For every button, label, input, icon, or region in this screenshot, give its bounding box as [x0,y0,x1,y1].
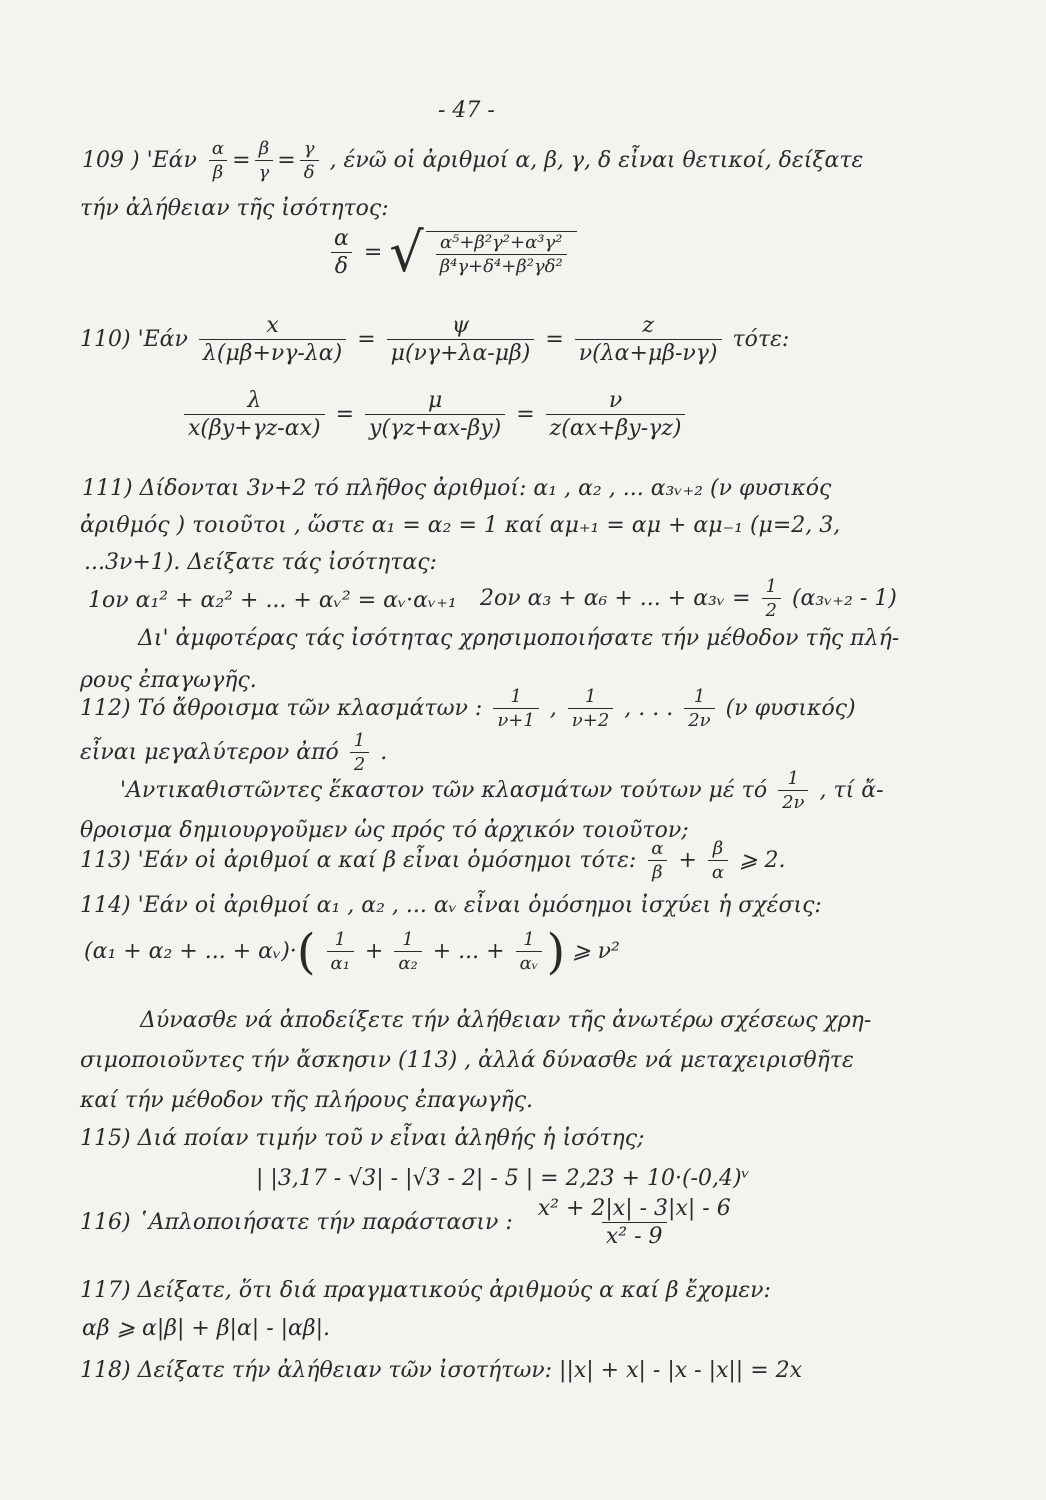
problem-113: 113) 'Εάν οἱ ἀριθμοί α καί β εἶναι ὁμόσημοι τότε: $\frac{\alpha}{\beta}$ + $\frac{\beta}{\alpha}$ ⩾ 2. [80,838,786,883]
fraction: $\frac{\beta}{\gamma}$ [255,140,274,182]
paren-open: ( [296,924,316,980]
problem-115-equation: | |3,17 - √3| - |√3 - 2| - 5 | = 2,23 + 10·(-0,4)ᵛ [256,1166,750,1191]
problem-112-text: 112) Τό ἄθροισμα τῶν κλασμάτων : [80,696,483,721]
problem-111-line-1: 111) Δίδονται 3ν+2 τό πλῆθος ἀριθμοί: α₁ , α₂ , ... α₃ᵥ₊₂ (ν φυσικός [82,476,832,501]
problem-110-intro: 'Εάν [137,327,188,352]
fraction: $\frac{\gamma}{\delta}$ [300,140,319,182]
fraction: $\frac{\alpha}{\beta}$ [208,140,228,182]
fraction: $\frac{\psi}{\mu(\nu\gamma+\lambda\alpha-\mu\beta)}$ [387,315,535,365]
fraction: $\frac{1}{\nu+1}$ [493,688,538,730]
problem-112-line-3 [120,770,884,812]
problem-113-text: 113) 'Εάν οἱ ἀριθμοί α καί β εἶναι ὁμόσημοι τότε: [80,848,637,873]
inequality-right: ⩾ ν² [572,939,620,964]
fraction: $\frac{x}{\lambda(\mu\beta+\nu\gamma-\lambda\alpha)}$ [199,315,346,365]
problem-109-condition: , ένῶ οἱ ἀριθμοί α, β, γ, δ εἶναι θετικοί, δείξατε [329,148,864,173]
fraction: $\frac{\nu}{z(\alpha x+\beta y-\gamma z)}$ [546,390,686,440]
fraction: $\frac{1}{\text{α₁}}$ [327,931,354,973]
problem-112-line-1: 112) Τό ἄθροισμα τῶν κλασμάτων : $\frac{1}{\nu+1}$ , $\frac{1}{\nu+2}$ , . . . $\frac{1}{2\nu}$ (ν φυσικός) [80,686,856,731]
problem-114-line-5: καί τήν μέθοδον τῆς πλήρους ἐπαγωγῆς. [80,1088,534,1113]
page-number: - 47 - [438,98,495,123]
fraction: $\frac{z}{\nu(\lambda\alpha+\mu\beta-\nu\gamma)}$ [575,315,722,365]
problem-112-text-4: , τί ἄ- [819,778,884,803]
problem-112-line-4: θροισμα δημιουργοῦμεν ὡς πρός τό ἀρχικόν τοιοῦτον; [80,818,689,843]
problem-115-line-1: 115) Διά ποίαν τιμήν τοῦ ν εἶναι ἀληθής ἡ ἰσότης; [80,1126,645,1151]
problem-110-line-2: $\frac{\lambda}{x(\beta y+\gamma z-\alpha x)}$ = $\frac{\mu}{y(\gamma z+\alpha x-\beta y)}$ = $\frac{\nu}{z(\alpha x+\beta y-\gamma z)}$ [180,390,689,440]
problem-114-line-3: Δύνασθε νά ἀποδείξετε τήν ἀλήθειαν τῆς ἀνωτέρω σχέσεως χρη- [140,1008,872,1033]
problem-116-text: 116) ῾Απλοποιήσατε τήν παράστασιν : [80,1210,513,1235]
problem-109-line-2: τήν ἀλήθειαν τῆς ἰσότητος: [80,196,389,221]
fraction: $\frac{1}{2\nu}$ [684,688,714,730]
fraction: $\frac{\alpha}{\delta}$ [330,228,353,278]
problem-114-inequality: (α₁ + α₂ + ... + αᵥ)·( $\frac{1}{\text{α₁}}$ + $\frac{1}{\text{α₂}}$ + ... + $\frac{1}{\text{αᵥ}}$ ) ⩾ ν² [84,924,620,980]
problem-109-intro: 'Εάν [146,148,197,173]
problem-112-note: (ν φυσικός) [725,696,856,721]
problem-110-line-1: 110) 'Εάν $\frac{x}{\lambda(\mu\beta+\nu\gamma-\lambda\alpha)}$ = $\frac{\psi}{\mu(\nu\gamma+\lambda\alpha-\mu\beta)}$ = $\frac{z}{\nu(\lambda\alpha+\mu\beta-\nu\gamma)}$ τότε: [80,313,790,366]
equation-2-right: (α₃ᵥ₊₂ - 1) [791,586,897,611]
fraction: $\frac{1}{2\nu}$ [778,770,808,812]
problem-118: 118) Δείξατε τήν ἀλήθειαν τῶν ἰσοτήτων: ||x| + x| - |x - |x|| = 2x [80,1358,803,1383]
problem-111-line-4: Δι' ἀμφοτέρας τάς ἰσότητας χρησιμοποιήσατε τήν μέθοδον τῆς πλή- [138,626,900,651]
problem-110-tote: τότε: [732,327,790,352]
problem-116 [80,1198,739,1248]
inequality-left: (α₁ + α₂ + ... + αᵥ)· [84,939,297,964]
fraction: $\frac{\text{x² + 2|x| - 3|x| - 6}}{\text{x² - 9}}$ [537,1196,731,1249]
problem-109-number: 109 ) [82,148,140,173]
problem-112-line-2: εἶναι μεγαλύτερον ἀπό $\frac{1}{2}$ . [80,730,388,775]
problem-111-equation-2 [480,578,897,620]
problem-111-line-2: ἀριθμός ) τοιοῦτοι , ὥστε α₁ = α₂ = 1 καί αμ₊₁ = αμ + αμ₋₁ (μ=2, 3, [80,513,841,538]
fraction: $\frac{\alpha}{\beta}$ [647,840,667,882]
problem-111-line-3: ...3ν+1). Δείξατε τάς ἰσότητας: [84,550,437,575]
fraction: $\frac{\beta}{\alpha}$ [708,840,728,882]
fraction: $\frac{\text{α⁵+β²γ²+α³γ²}}{\text{β⁴γ+δ⁴+β²γδ²}}$ [436,234,567,276]
problem-117-line-1: 117) Δείξατε, ὅτι διά πραγματικούς ἀριθμούς α καί β ἔχομεν: [80,1278,771,1303]
fraction: $\frac{\mu}{y(\gamma z+\alpha x-\beta y)}$ [365,390,505,440]
equation-2-left: 2ον α₃ + α₆ + ... + α₃ᵥ = [480,586,751,611]
problem-109-line-1: 109 ) 'Εάν $\frac{\alpha}{\beta}$ = $\frac{\beta}{\gamma}$ = $\frac{\gamma}{\delta}$ , ένῶ οἱ ἀριθμοί α, β, γ, δ εἶναι θετικοί, δείξατε [82,138,864,183]
fraction: $\frac{1}{\text{αᵥ}}$ [516,931,543,973]
fraction: $\frac{1}{2}$ [350,732,369,774]
problem-113-tail: ⩾ 2. [739,848,786,873]
square-root-sign: √ [389,221,424,284]
problem-111-line-5: ρους ἐπαγωγῆς. [80,668,257,693]
dots: + ... + [432,939,505,964]
radicand [426,231,577,276]
fraction: $\frac{\lambda}{x(\beta y+\gamma z-\alpha x)}$ [184,390,325,440]
problem-112-text-3: 'Αντικαθιστῶντες ἕκαστον τῶν κλασμάτων τούτων μέ τό [120,778,768,803]
problem-117-line-2: αβ ⩾ α|β| + β|α| - |αβ|. [82,1316,331,1341]
problem-112-text-2: εἶναι μεγαλύτερον ἀπό [80,740,339,765]
fraction: $\frac{1}{2}$ [762,578,781,620]
fraction: $\frac{1}{\nu+2}$ [568,688,613,730]
problem-111-equation-1: 1ον α₁² + α₂² + ... + αᵥ² = αᵥ·αᵥ₊₁ [88,588,457,613]
problem-114-line-1: 114) 'Εάν οἱ ἀριθμοί α₁ , α₂ , ... αᵥ εἶναι ὁμόσημοι ἰσχύει ἡ σχέσις: [80,893,822,918]
problem-114-line-4: σιμοποιοῦντες τήν ἄσκησιν (113) , ἀλλά δύνασθε νά μεταχειρισθῆτε [80,1048,854,1073]
fraction: $\frac{1}{\text{α₂}}$ [394,931,421,973]
paren-close: ) [546,924,566,980]
problem-109-equation: $\frac{\alpha}{\delta}$ = √ $\frac{\text{α⁵+β²γ²+α³γ²}}{\text{β⁴γ+δ⁴+β²γδ²}}$ [326,226,577,280]
problem-110-number: 110) [80,327,131,352]
